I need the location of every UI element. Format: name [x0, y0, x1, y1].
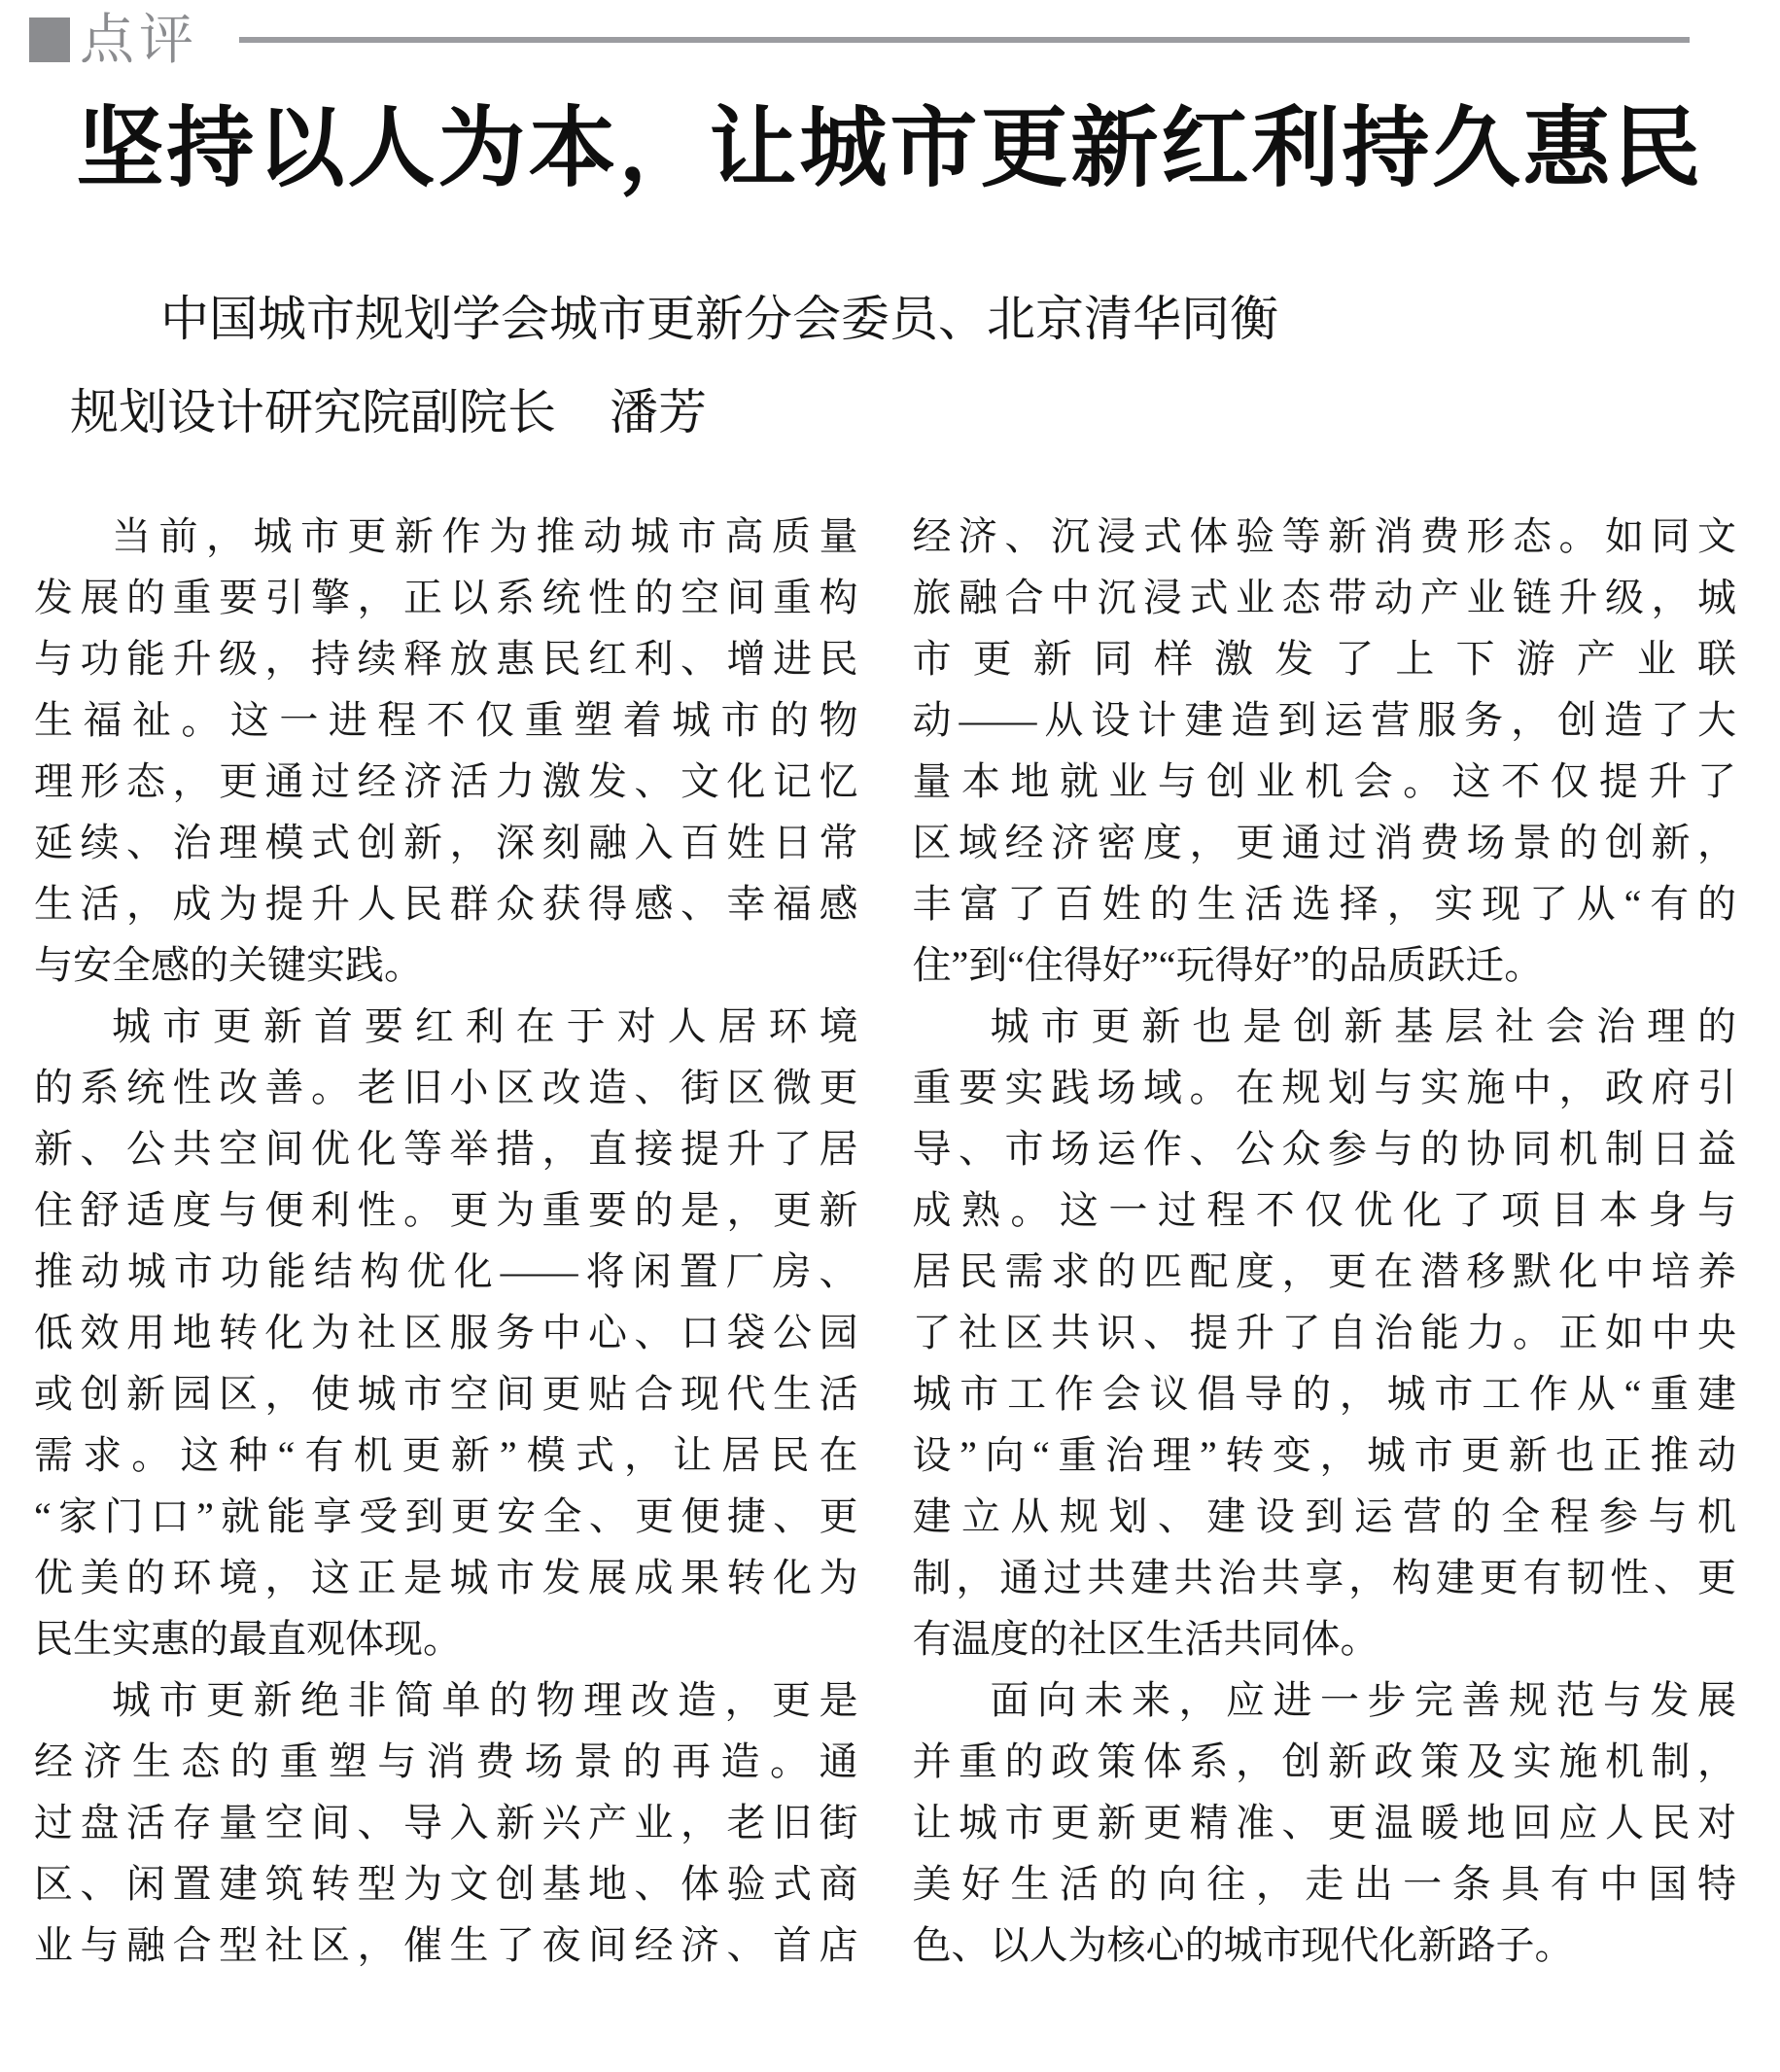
body-line: 与安全感的关键实践。: [34, 942, 423, 987]
body-line: 量本地就业与创业机会。这不仅提升了: [912, 758, 1736, 803]
body-line: 经济、沉浸式体验等新消费形态。如同文: [912, 513, 1736, 558]
body-line: 区域经济密度，更通过消费场景的创新，: [912, 820, 1736, 864]
body-line: 了社区共识、提升了自治能力。正如中央: [912, 1310, 1736, 1354]
byline-role-name: [0, 383, 1780, 441]
body-line: 建立从规划、建设到运营的全程参与机: [912, 1493, 1736, 1538]
body-line: 优美的环境，这正是城市发展成果转化为: [34, 1555, 858, 1599]
body-line: 发展的重要引擎，正以系统性的空间重构: [34, 575, 858, 619]
body-line: 导、市场运作、公众参与的协同机制日益: [912, 1126, 1736, 1171]
body-line: 延续、治理模式创新，深刻融入百姓日常: [34, 820, 858, 864]
body-line: 业与融合型社区，催生了夜间经济、首店: [34, 1922, 858, 1967]
body-line: 面向未来，应进一步完善规范与发展: [990, 1677, 1736, 1722]
byline-role: 规划设计研究院副院长: [70, 384, 556, 439]
article-body: [0, 441, 1780, 1976]
body-line: 新、公共空间优化等举措，直接提升了居: [34, 1126, 858, 1171]
body-line: 当前，城市更新作为推动城市高质量: [112, 513, 858, 558]
byline: [0, 290, 1780, 441]
body-line: 重要实践场域。在规划与实施中，政府引: [912, 1065, 1736, 1109]
body-line: 经济生态的重塑与消费场景的再造。通: [34, 1738, 858, 1783]
section-header: [0, 0, 1780, 70]
body-line: 推动城市功能结构优化——将闲置厂房、: [34, 1248, 858, 1293]
body-line: 制，通过共建共治共享，构建更有韧性、更: [912, 1555, 1736, 1599]
body-line: 与功能升级，持续释放惠民红利、增进民: [34, 636, 858, 681]
body-line: 有温度的社区生活共同体。: [912, 1616, 1379, 1661]
body-line: 住”到“住得好”“玩得好”的品质跃迁。: [912, 942, 1544, 987]
body-line: 动——从设计建造到运营服务，创造了大: [912, 697, 1736, 742]
body-line: 理形态，更通过经济活力激发、文化记忆: [34, 758, 858, 803]
body-line: 成熟。这一过程不仅优化了项目本身与: [912, 1187, 1736, 1232]
article-column-right: [913, 506, 1737, 1976]
byline-affiliation: 中国城市规划学会城市更新分会委员、北京清华同衡: [160, 291, 1278, 346]
body-line: 并重的政策体系，创新政策及实施机制，: [912, 1738, 1736, 1783]
body-line: 美好生活的向往，走出一条具有中国特: [912, 1861, 1736, 1906]
section-marker-icon: [29, 18, 70, 62]
article-column-left: [34, 506, 858, 1976]
body-line: 丰富了百姓的生活选择，实现了从“有的: [912, 881, 1736, 926]
body-line: 低效用地转化为社区服务中心、口袋公园: [34, 1310, 858, 1354]
body-line: 生福祉。这一进程不仅重塑着城市的物: [34, 697, 858, 742]
body-line: 需求。这种“有机更新”模式，让居民在: [34, 1432, 858, 1477]
body-line: 或创新园区，使城市空间更贴合现代生活: [34, 1371, 858, 1416]
body-line: 生活，成为提升人民群众获得感、幸福感: [34, 881, 858, 926]
body-line: 住舒适度与便利性。更为重要的是，更新: [34, 1187, 858, 1232]
body-line: 设”向“重治理”转变，城市更新也正推动: [912, 1432, 1736, 1477]
header-divider: [239, 37, 1690, 43]
body-line: 城市工作会议倡导的，城市工作从“重建: [912, 1371, 1736, 1416]
body-line: 旅融合中沉浸式业态带动产业链升级，城: [912, 575, 1736, 619]
body-line: 过盘活存量空间、导入新兴产业，老旧街: [34, 1800, 858, 1844]
body-line: 居民需求的匹配度，更在潜移默化中培养: [912, 1248, 1736, 1293]
body-line: 区、闲置建筑转型为文创基地、体验式商: [34, 1861, 858, 1906]
body-line: 市更新同样激发了上下游产业联: [912, 636, 1736, 681]
body-line: 城市更新也是创新基层社会治理的: [990, 1003, 1736, 1048]
body-line: 让城市更新更精准、更温暖地回应人民对: [912, 1800, 1736, 1844]
page-title: 坚持以人为本，让城市更新红利持久惠民: [76, 100, 1704, 197]
body-line: 色、以人为核心的城市现代化新路子。: [912, 1922, 1574, 1967]
body-line: 城市更新首要红利在于对人居环境: [112, 1003, 858, 1048]
body-line: “家门口”就能享受到更安全、更便捷、更: [34, 1493, 858, 1538]
section-label: 点评: [80, 9, 198, 70]
body-line: 的系统性改善。老旧小区改造、街区微更: [34, 1065, 858, 1109]
byline-author: 潘芳: [610, 384, 707, 439]
body-line: 民生实惠的最直观体现。: [34, 1616, 462, 1661]
body-line: 城市更新绝非简单的物理改造，更是: [112, 1677, 858, 1722]
